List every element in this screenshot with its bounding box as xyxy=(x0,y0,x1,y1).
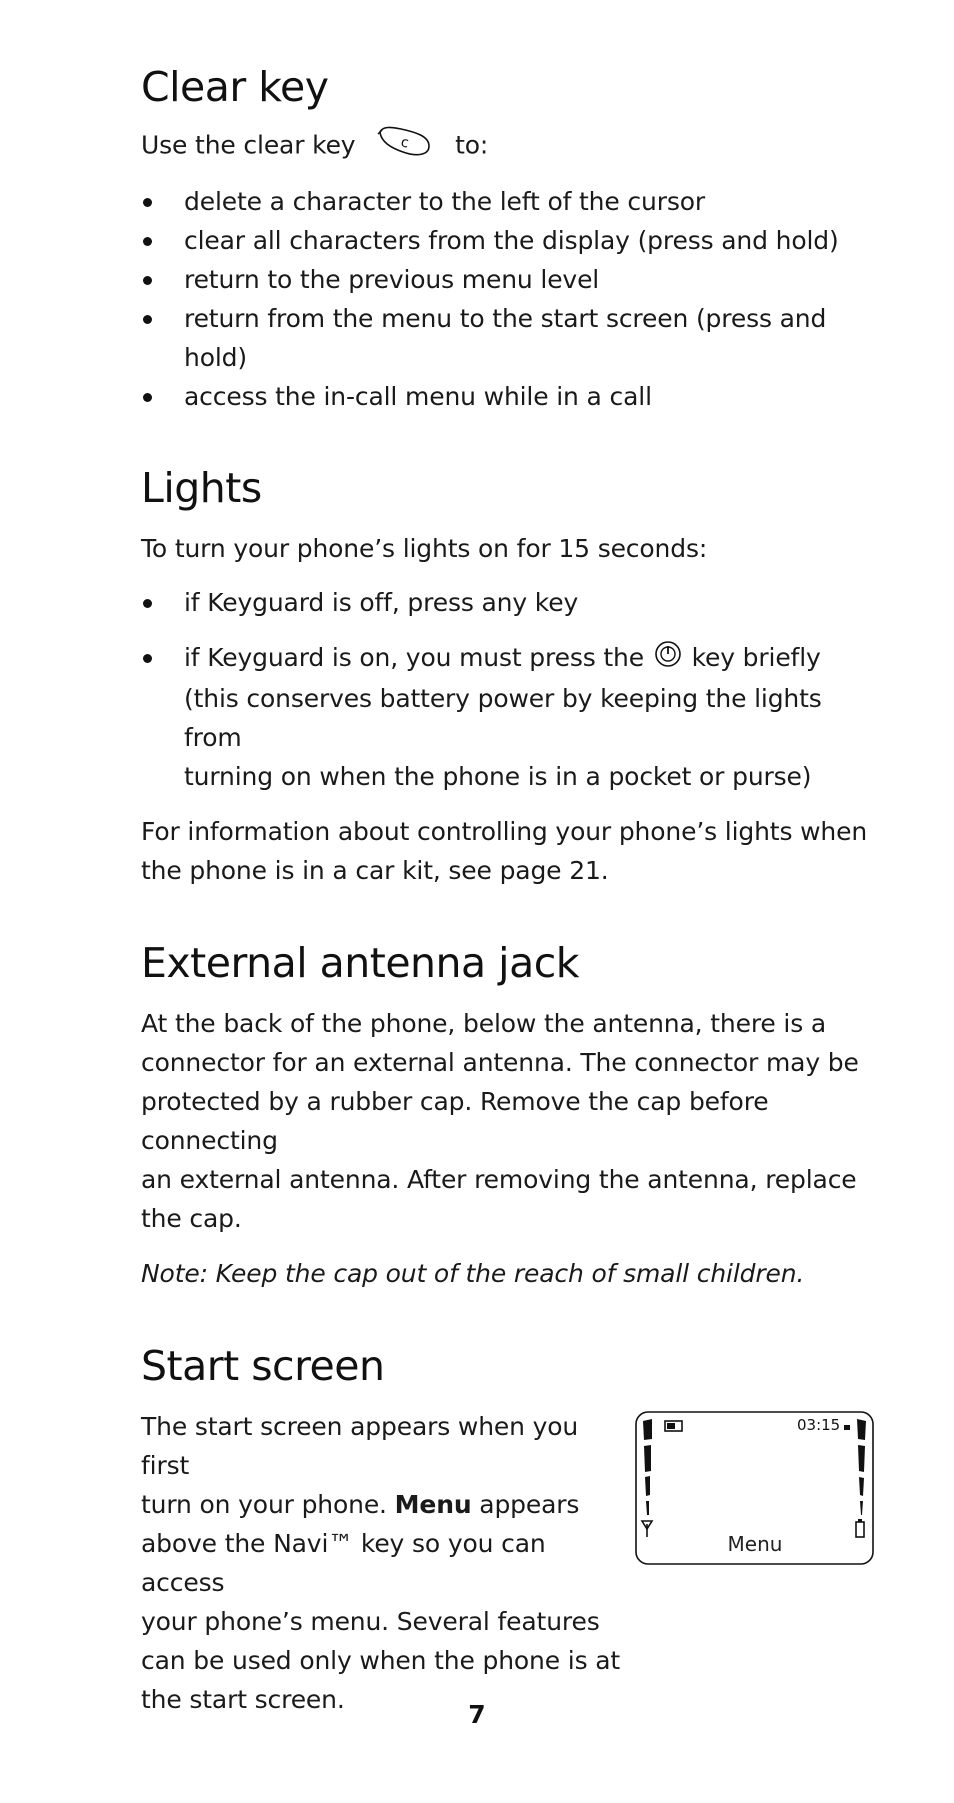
bullet-dot xyxy=(143,654,152,663)
manual-page xyxy=(141,62,881,1719)
list-item: if Keyguard is on, you must press the key briefly (this conserves battery power by keeping the lights from turning on when the phone is in a pocket or purse) xyxy=(141,638,881,796)
list-item: return to the previous menu level xyxy=(141,260,881,299)
clock-time: 03:15 xyxy=(797,1415,841,1434)
start-screen-body: The start screen appears when you first turn on your phone. Menu appears above the Navi™ key so you can access your phone’s menu. Several features can be used only when the phone is at the start screen. xyxy=(141,1411,621,1714)
list-item: if Keyguard is off, press any key xyxy=(141,583,881,622)
heading-antenna: External antenna jack xyxy=(141,938,579,987)
heading-clear-key: Clear key xyxy=(141,63,329,111)
lights-info: For information about controlling your phone’s lights when the phone is in a car kit, see page 21. xyxy=(141,816,868,885)
page-number: 7 xyxy=(468,1700,486,1729)
phone-display-illustration xyxy=(635,1411,875,1566)
bullet-dot xyxy=(143,276,152,285)
clear-key-intro: Use the clear key c to: xyxy=(141,124,881,169)
lights-list xyxy=(141,583,881,796)
list-item: clear all characters from the display (press and hold) xyxy=(141,221,881,260)
svg-text:c: c xyxy=(399,134,410,152)
lights-intro: To turn your phone’s lights on for 15 seconds: xyxy=(141,534,708,563)
antenna-body: At the back of the phone, below the antenna, there is a connector for an external antenna. The connector may be protected by a rubber cap. Remove the cap before connecting an external antenna. After removing the antenna, replace the cap. xyxy=(141,1008,859,1233)
clear-key-icon xyxy=(377,124,433,169)
section-lights xyxy=(141,463,881,890)
clear-key-list xyxy=(141,182,881,416)
list-item: delete a character to the left of the cursor xyxy=(141,182,881,221)
bullet-dot xyxy=(143,393,152,402)
bullet-dot xyxy=(143,198,152,207)
menu-softkey-label: Menu xyxy=(727,1531,783,1556)
cursor-block xyxy=(844,1425,850,1430)
section-clear-key xyxy=(141,62,881,416)
section-antenna xyxy=(141,938,881,1293)
bullet-dot xyxy=(143,599,152,608)
power-key-icon xyxy=(654,640,682,679)
antenna-note: Note: Keep the cap out of the reach of small children. xyxy=(141,1258,805,1288)
start-screen-block xyxy=(141,1407,881,1719)
section-start-screen xyxy=(141,1341,881,1719)
heading-lights: Lights xyxy=(141,464,262,512)
bullet-dot xyxy=(143,315,152,324)
list-item: return from the menu to the start screen (press and hold) xyxy=(141,299,881,377)
bullet-dot xyxy=(143,237,152,246)
list-item: access the in-call menu while in a call xyxy=(141,377,881,416)
heading-start-screen: Start screen xyxy=(141,1341,385,1390)
